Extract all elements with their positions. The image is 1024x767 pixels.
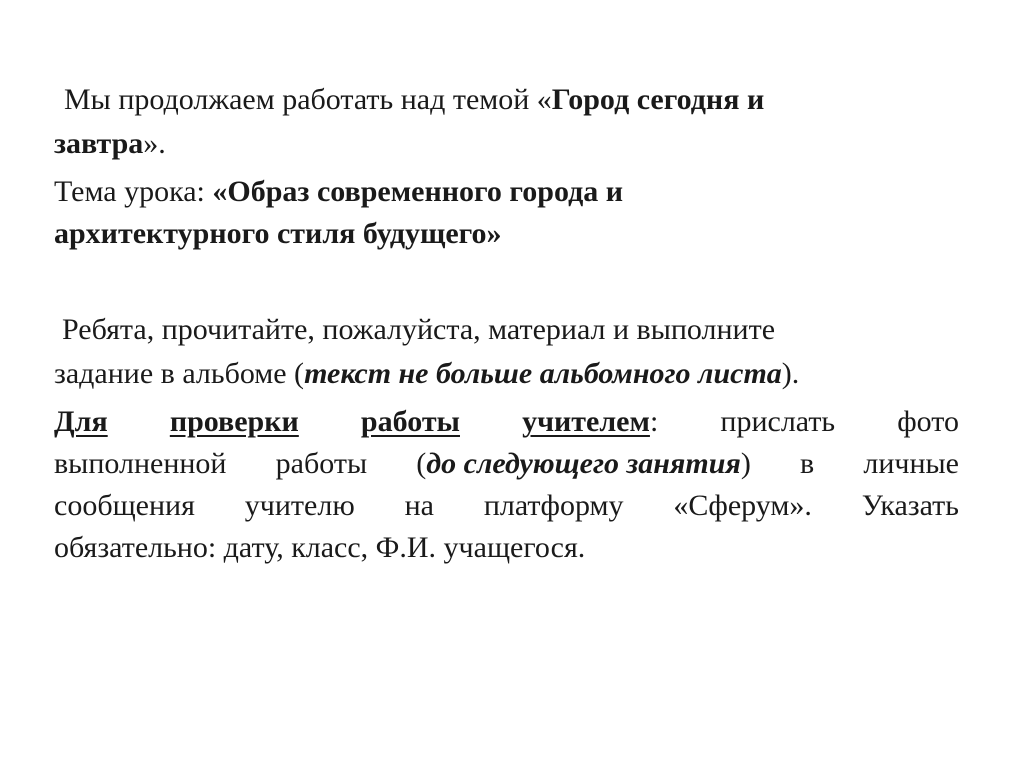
check-line-1 (54, 404, 959, 440)
intro-line-1 (64, 82, 764, 118)
check-text-word: в (800, 447, 815, 480)
check-text-word: работы (275, 447, 368, 480)
check-text-word: прислать (720, 405, 836, 438)
topic-line-1 (54, 174, 623, 210)
theme-title-part2: завтра (54, 127, 144, 160)
task-limit-note: текст не больше альбомного листа (304, 357, 782, 390)
check-line-2 (54, 446, 959, 482)
check-text-word: личные (863, 447, 959, 480)
theme-title-part1: Город сегодня и (551, 83, 765, 116)
paren-close: ) (740, 447, 751, 480)
check-text-word: выполненной (54, 447, 227, 480)
check-text-word: сообщения (54, 489, 195, 522)
deadline-note (416, 446, 751, 482)
check-line-3 (54, 488, 959, 524)
deadline-text: до следующего занятия (426, 447, 741, 480)
intro-text: Мы продолжаем работать над темой « (64, 83, 552, 116)
topic-title-part1: «Образ современного города и (212, 175, 624, 208)
platform-name: «Сферум». (673, 489, 812, 522)
task-text-end: ). (781, 357, 800, 390)
task-line-2 (54, 356, 799, 392)
task-line-1: Ребята, прочитайте, пожалуйста, материал и выполните (62, 313, 776, 346)
topic-title-part2: архитектурного стиля будущего» (54, 217, 502, 250)
check-text-word: на (404, 489, 434, 522)
topic-label: Тема урока: (54, 175, 213, 208)
check-heading-last (522, 404, 658, 440)
check-text-word: платформу (483, 489, 624, 522)
task-text: задание в альбоме ( (54, 357, 305, 390)
check-heading-word: работы (360, 405, 460, 438)
check-text-word: фото (897, 405, 959, 438)
check-text-word: Указать (861, 489, 959, 522)
intro-closing: ». (143, 127, 166, 160)
check-heading-word: учителем (522, 405, 650, 438)
check-heading-colon: : (649, 405, 659, 438)
check-heading-word: проверки (169, 405, 299, 438)
intro-line-2 (54, 126, 166, 162)
check-text-word: учителю (244, 489, 355, 522)
check-heading-word: Для (54, 405, 108, 438)
check-line-4: обязательно: дату, класс, Ф.И. учащегося. (54, 531, 586, 564)
paren-open: ( (416, 447, 427, 480)
